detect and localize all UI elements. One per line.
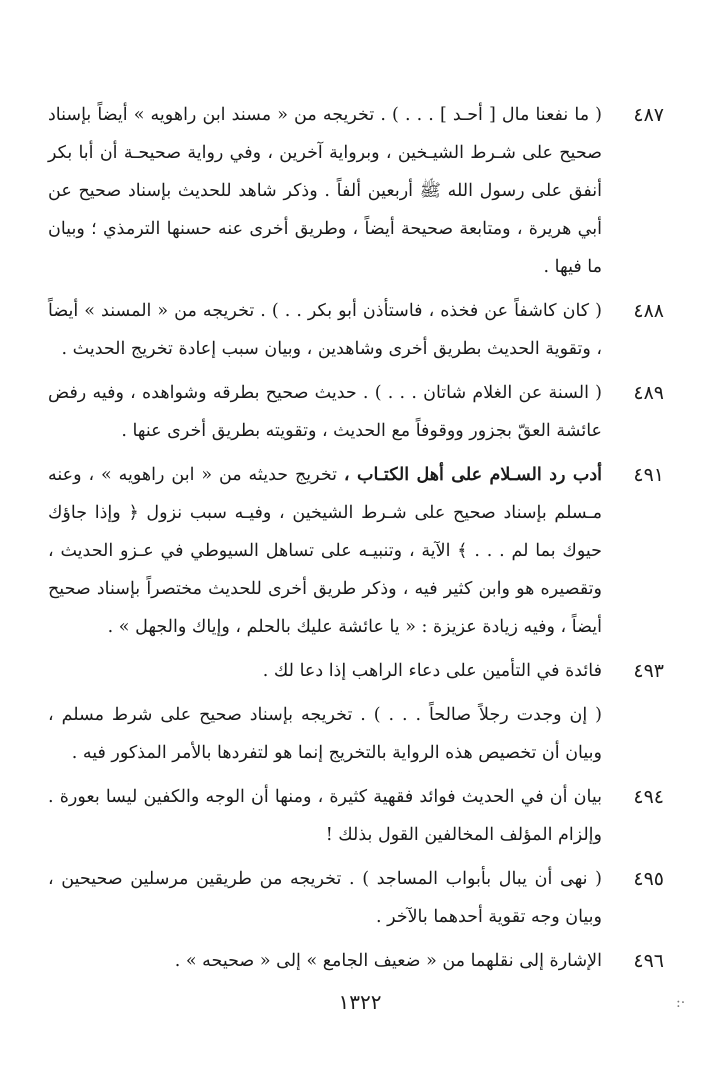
entry-text: فائدة في التأمين على دعاء الراهب إذا دعا لك . — [262, 661, 602, 681]
entry-number: ٤٨٧ — [633, 104, 664, 126]
entry-number: ٤٩٣ — [633, 660, 664, 682]
entry-number: ٤٩٥ — [633, 868, 664, 890]
page-number: ١٣٢٢ — [338, 990, 382, 1014]
entry-text: ( كان كاشفاً عن فخذه ، فاستأذن أبو بكر . . ) . تخريجه من « المسند » أيضاً ، وتقوية الحديث بطريق أخرى وشاهدين ، وبيان سبب إعادة تخريج الحديث . — [48, 301, 602, 359]
entry-493-continued — [0, 696, 720, 772]
entry-text: بيان أن في الحديث فوائد فقهية كثيرة ، ومنها أن الوجه والكفين ليسا بعورة . وإلزام المؤلف المخالفين القول بذلك ! — [48, 787, 602, 845]
entry-text: ( السنة عن الغلام شاتان . . . ) . حديث صحيح بطرقه وشواهده ، وفيه رفض عائشة العقّ بجزور ووقوفاً مع الحديث ، وتقويته بطريق أخرى عنها . — [48, 383, 602, 441]
entry-number: ٤٩٦ — [633, 950, 664, 972]
entry-text: ( نهى أن يبال بأبواب المساجد ) . تخريجه من طريقين مرسلين صحيحين ، وبيان وجه تقوية أحدهما بالآخر . — [48, 869, 602, 927]
entry-text-container — [48, 456, 602, 646]
entry-495 — [0, 860, 720, 936]
scan-mark: ·: — [676, 995, 686, 1011]
entry-number: ٤٩١ — [633, 464, 664, 486]
entry-488 — [0, 292, 720, 368]
entry-number: ٤٨٨ — [633, 300, 664, 322]
entry-489 — [0, 374, 720, 450]
entry-text: تخريج حديثه من « ابن راهويه » ، وعنه مـسلم بإسناد صحيح على شـرط الشيخين ، وفيـه سبب نزول ﴿ وإذا جاؤك حيوك بما لم . . . ﴾ الآية ، وتنبيـه على تساهل السيوطي في عـزو الحديث ، وتقصيره هو وابن كثير فيه ، وذكر طريق أخرى للحديث مختصراً بإسناد صحيح أيضاً ، وفيه زيادة عزيزة : « يا عائشة عليك بالحلم ، وإياك والجهل » . — [48, 465, 602, 637]
entry-494 — [0, 778, 720, 854]
entry-number: ٤٨٩ — [633, 382, 664, 404]
entry-number: ٤٩٤ — [633, 786, 664, 808]
entry-491 — [0, 456, 720, 646]
entry-496 — [0, 942, 720, 980]
entry-487 — [0, 96, 720, 286]
entry-493 — [0, 652, 720, 690]
entry-text: ( ما نفعنا مال [ أحـد ] . . . ) . تخريجه من « مسند ابن راهويه » أيضاً بإسناد صحيح على شـرط الشيـخين ، وبرواية آخرين ، وفي رواية صحيحـة أن أبا بكر أنفق على رسول الله ﷺ أربعين ألفاً . وذكر شاهد للحديث بإسناد صحيح عن أبي هريرة ، ومتابعة صحيحة أيضاً ، وطريق أخرى عنه حسنها الترمذي ؛ وبيان ما فيها . — [48, 105, 602, 277]
entry-text: ( إن وجدت رجلاً صالحاً . . . ) . تخريجه بإسناد صحيح على شرط مسلم ، وبيان أن تخصيص هذه الرواية بالتخريج إنما هو لتفردها بالأمر المذكور فيه . — [48, 705, 602, 763]
entry-heading: أدب رد السـلام على أهل الكتـاب ، — [343, 465, 602, 485]
entry-text: الإشارة إلى نقلهما من « ضعيف الجامع » إلى « صحيحه » . — [174, 951, 602, 971]
